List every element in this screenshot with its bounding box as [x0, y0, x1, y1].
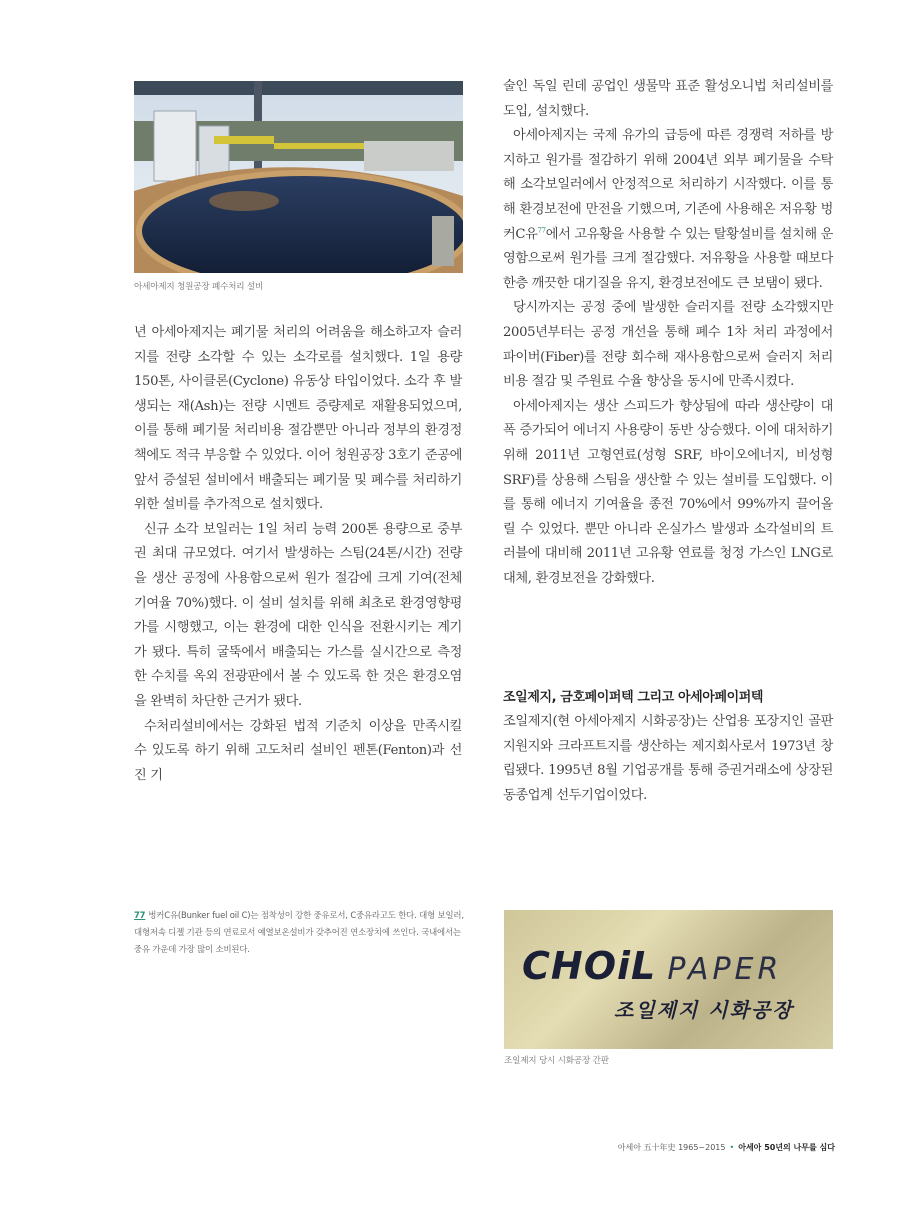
- wastewater-facility-illustration: [134, 81, 463, 273]
- left-text-column: [134, 321, 462, 788]
- sign-paper-text: PAPER: [667, 952, 783, 987]
- right-text-column: [503, 75, 833, 591]
- choil-paper-sign-photo: [504, 910, 833, 1049]
- left-paragraph-3: 수처리설비에서는 강화된 법적 기준치 이상을 만족시킬 수 있도록 하기 위해 고도처리 설비인 펜톤(Fenton)과 선진 기: [134, 718, 462, 783]
- wastewater-facility-photo: [134, 81, 463, 273]
- right-paragraph-4: 아세아제지는 생산 스피드가 향상됨에 따라 생산량이 대폭 증가되어 에너지 사용량이 동반 상승했다. 이에 대처하기 위해 2011년 고형연료(성형 SRF, 바이오에너지, 비성형 SRF)를 상용해 스팀을 생산할 수 있는 설비를 도입했다. 이를 통해 에너지 기여율을 종전 70%에서 99%까지 끌어올릴 수 있었다. 뿐만 아니라 온실가스 발생과 소각설비의 트러블에 대비해 2011년 고유황 연료를 청정 가스인 LNG로 대체, 환경보전을 강화했다.: [503, 398, 833, 586]
- sign-logo: [522, 944, 782, 988]
- footer-separator: •: [729, 1143, 735, 1152]
- right-paragraph-5: 조일제지(현 아세아제지 시화공장)는 산업용 포장지인 골판지원지와 크라프트지를 생산하는 제지회사로서 1973년 창립됐다. 1995년 8월 기업공개를 통해 증권거래소에 상장된 동종업계 선두기업이었다.: [503, 714, 833, 803]
- sign-korean-text: 조일제지 시화공장: [614, 998, 794, 1022]
- right-paragraph-2: [503, 124, 833, 296]
- footnote: [134, 907, 464, 958]
- footnote-text: 벙커C유(Bunker fuel oil C)는 점착성이 강한 중유로서, C중유라고도 한다. 대형 보일러, 대형저속 디젤 기관 등의 연료로서 예열보온설비가 갖추어진 연소장치에 쓰인다. 국내에서는 중유 가운데 가장 많이 소비된다.: [134, 910, 464, 954]
- right-paragraph-2-end: 에서 고유황을 사용할 수 있는 탈황설비를 설치해 운영함으로써 원가를 크게 절감했다. 저유황을 사용할 때보다 한층 깨끗한 대기질을 유지, 환경보전에도 큰 보탬이 됐다.: [503, 226, 833, 291]
- right-paragraph-2-start: 아세아제지는 국제 유가의 급등에 따른 경쟁력 저하를 방지하고 원가를 절감하기 위해 2004년 외부 폐기물을 수탁해 소각보일러에서 안정적으로 처리하기 시작했다. 이를 통해 환경보전에 만전을 기했으며, 기존에 사용해온 저유황 벙커C유: [503, 128, 833, 242]
- footer-chapter-title: 아세아 50년의 나무를 심다: [738, 1143, 835, 1152]
- right-paragraph-3: 당시까지는 공정 중에 발생한 슬러지를 전량 소각했지만 2005년부터는 공정 개선을 통해 폐수 1차 처리 과정에서 파이버(Fiber)를 전량 회수해 재사용함으로써 슬러지 처리비용 절감 및 주원료 수율 향상을 동시에 만족시켰다.: [503, 300, 833, 390]
- footnote-reference-77[interactable]: 77: [537, 226, 546, 235]
- sign-brand-text: CHOiL: [522, 944, 657, 988]
- sign-photo-caption: 조일제지 당시 시화공장 간판: [504, 1056, 609, 1066]
- footer-book-title: 아세아 五十年史 1965~2015: [617, 1143, 726, 1152]
- right-text-column-lower: [503, 710, 833, 808]
- footnote-number: 77: [134, 910, 146, 920]
- left-paragraph-1: 년 아세아제지는 폐기물 처리의 어려움을 해소하고자 슬러지를 전량 소각할 수 있는 소각로를 설치했다. 1일 용량 150톤, 사이클론(Cyclone) 유동상 타입이었다. 소각 후 발생되는 재(Ash)는 전량 시멘트 증량제로 재활용되었으며, 이를 통해 폐기물 처리비용 절감뿐만 아니라 정부의 환경정책에도 적극 부응할 수 있었다. 이어 청원공장 3호기 준공에 앞서 증설된 설비에서 배출되는 폐기물 및 폐수를 처리하기 위한 설비를 추가적으로 설치했다.: [134, 325, 462, 513]
- left-paragraph-2: 신규 소각 보일러는 1일 처리 능력 200톤 용량으로 중부권 최대 규모였다. 여기서 발생하는 스팀(24톤/시간) 전량을 생산 공정에 사용함으로써 원가 절감에 크게 기여(전체 기여율 70%)했다. 이 설비 설치를 위해 최초로 환경영향평가를 시행했고, 이는 환경에 대한 인식을 전환시키는 계기가 됐다. 특히 굴뚝에서 배출되는 가스를 실시간으로 측정한 수치를 옥외 전광판에서 볼 수 있도록 한 것은 환경오염을 완벽히 차단한 근거가 됐다.: [134, 521, 462, 709]
- wastewater-photo-caption: 아세아제지 청원공장 폐수처리 설비: [134, 282, 264, 292]
- section-heading: 조일제지, 금호페이퍼텍 그리고 아세아페이퍼텍: [503, 690, 764, 705]
- page-footer: [618, 1142, 835, 1153]
- right-paragraph-1: 술인 독일 린데 공업인 생물막 표준 활성오니법 처리설비를 도입, 설치했다.: [503, 79, 833, 119]
